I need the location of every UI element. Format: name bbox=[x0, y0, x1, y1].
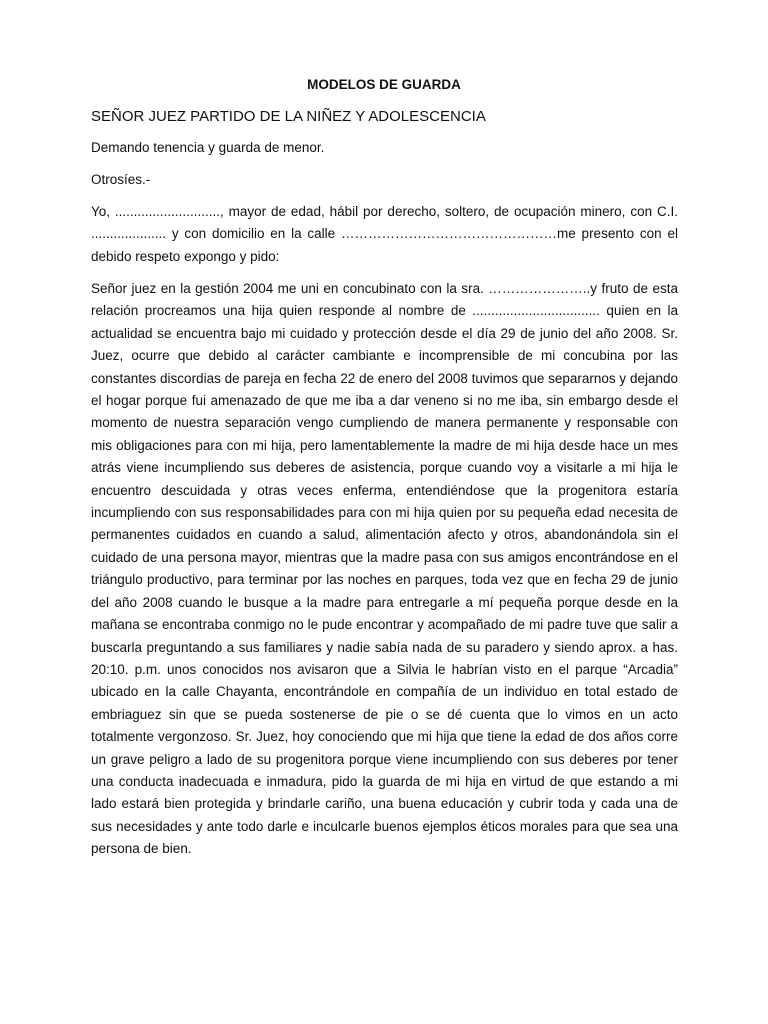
identification-paragraph: Yo, ............................, mayor de edad, hábil por derecho, soltero, de ocupación minero, con C.I. .................... y con domicilio en la calle …………………………………………me presento con el debido respeto expongo y pido: bbox=[91, 204, 678, 264]
subject-line: Demando tenencia y guarda de menor. bbox=[91, 140, 325, 155]
facts-paragraph: Señor juez en la gestión 2004 me uni en concubinato con la sra. …………………..y fruto de esta relación procreamos una hija quien responde al nombre de .................................. quien en la actualidad se encuentra bajo mi cuidado y protección desde el día 29 de junio del año 2008. Sr. Juez, ocurre que debido al carácter cambiante e incomprensible de mi concubina por las constantes discordias de pareja en fecha 22 de enero del 2008 tuvimos que separarnos y dejando el hogar porque fui amenazado de que me iba a dar veneno si no me iba, sin embargo desde el momento de nuestra separación vengo cumpliendo de manera permanente y responsable con mis obligaciones para con mi hija, pero lamentablemente la madre de mi hija desde hace un mes atrás viene incumpliendo sus deberes de asistencia, porque cuando voy a visitarle a mi hija le encuentro descuidada y otras veces enferma, entendiéndose que la progenitora estaría incumpliendo con sus responsabilidades para con mi hija quien por su pequeña edad necesita de permanentes cuidados en cuando a salud, alimentación afecto y otros, abandonándola sin el cuidado de una persona mayor, mientras que la madre pasa con sus amigos encontrándose en el triángulo productivo, para terminar por las noches en parques, toda vez que en fecha 29 de junio del año 2008 cuando le busque a la madre para entregarle a mí pequeña porque desde en la mañana se encontraba conmigo no le pude encontrar y acompañado de mi padre tuve que salir a buscarla preguntando a sus familiares y nadie sabía nada de su paradero y siendo aprox. a has. 20:10. p.m. unos conocidos nos avisaron que a Silvia le habrían visto en el parque “Arcadia” ubicado en la calle Chayanta, encontrándole en compañía de un individuo en total estado de embriaguez sin que se pueda sostenerse de pie o se dé cuenta que lo vimos en un acto totalmente vergonzoso. Sr. Juez, hoy conociendo que mi hija que tiene la edad de dos años corre un grave peligro a lado de su progenitora porque viene incumpliendo con sus deberes por tener una conducta inadecuada e inmadura, pido la guarda de mi hija en virtud de que estando a mi lado estará bien protegida y brindarle cariño, una buena educación y cubrir toda y cada una de sus necesidades y ante todo darle e inculcarle buenos ejemplos éticos morales para que sea una persona de bien. bbox=[91, 281, 678, 857]
otrosies-line: Otrosíes.- bbox=[91, 172, 151, 187]
document-title: MODELOS DE GUARDA bbox=[307, 77, 461, 92]
addressee-line: SEÑOR JUEZ PARTIDO DE LA NIÑEZ Y ADOLESCENCIA bbox=[91, 108, 486, 125]
